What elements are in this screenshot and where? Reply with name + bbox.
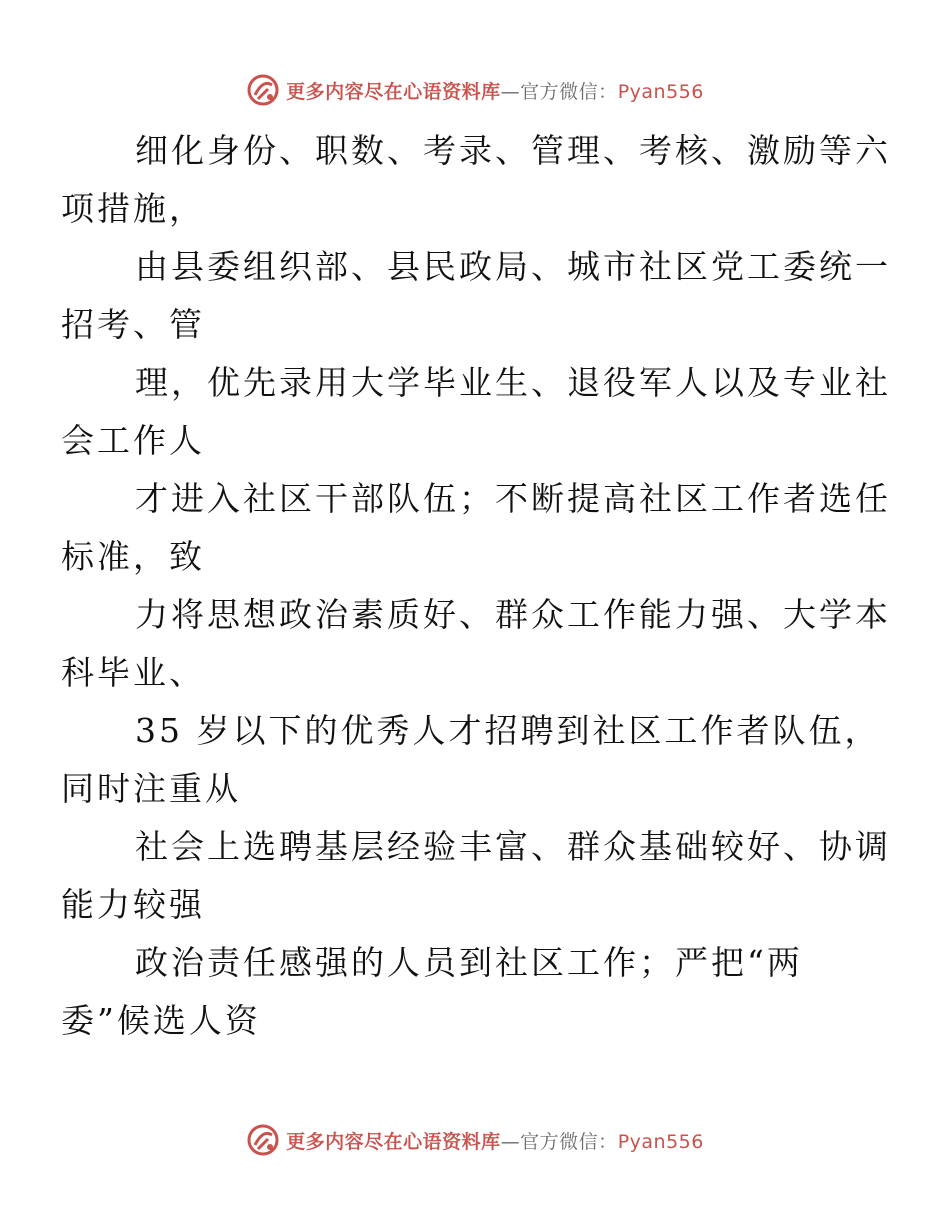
paragraph-line: 35 岁以下的优秀人才招聘到社区工作者队伍，: [135, 711, 881, 750]
paragraph-6: [61, 702, 881, 818]
header-wechat-label: 官方微信：: [520, 80, 618, 103]
brand-logo-icon: [246, 1123, 280, 1157]
header-dash: —: [500, 80, 521, 103]
header-brand: 更多内容尽在心语资料库: [286, 80, 501, 103]
paragraph-line: 由县委组织部、县民政局、城市社区党工委统一: [135, 247, 891, 286]
paragraph-line: 才进入社区干部队伍；不断提高社区工作者选任: [135, 479, 891, 518]
paragraph-line: 同时注重从: [61, 769, 241, 808]
header-wechat-id: Pyan556: [617, 80, 704, 103]
paragraph-line: 科毕业、: [61, 653, 205, 692]
footer-banner: [0, 1120, 950, 1160]
paragraph-7: [61, 818, 891, 934]
footer-brand: 更多内容尽在心语资料库: [286, 1130, 501, 1153]
paragraph-line: 招考、管: [61, 305, 205, 344]
paragraph-line: 会工作人: [61, 421, 205, 460]
paragraph-5: [61, 586, 891, 702]
paragraph-line: 项措施，: [61, 189, 205, 228]
paragraph-3: [61, 354, 891, 470]
paragraph-line: 力将思想政治素质好、群众工作能力强、大学本: [135, 595, 891, 634]
paragraph-line: 委”候选人资: [61, 1001, 261, 1040]
paragraph-line: 标准，致: [61, 537, 205, 576]
paragraph-line: 理，优先录用大学毕业生、退役军人以及专业社: [135, 363, 891, 402]
paragraph-line: 社会上选聘基层经验丰富、群众基础较好、协调: [135, 827, 891, 866]
paragraph-1: [61, 122, 891, 238]
paragraph-2: [61, 238, 891, 354]
footer-wechat-id: Pyan556: [617, 1130, 704, 1153]
paragraph-line: 政治责任感强的人员到社区工作；严把“两: [135, 943, 803, 982]
header-banner-text: [286, 77, 704, 104]
footer-wechat-label: 官方微信：: [520, 1130, 618, 1153]
brand-logo-icon: [246, 73, 280, 107]
paragraph-line: 细化身份、职数、考录、管理、考核、激励等六: [135, 131, 891, 170]
header-banner: [0, 70, 950, 110]
paragraph-4: [61, 470, 891, 586]
document-body: [61, 122, 891, 1050]
footer-dash: —: [500, 1130, 521, 1153]
paragraph-8: [61, 934, 868, 1050]
footer-banner-text: [286, 1127, 704, 1154]
paragraph-line: 能力较强: [61, 885, 205, 924]
